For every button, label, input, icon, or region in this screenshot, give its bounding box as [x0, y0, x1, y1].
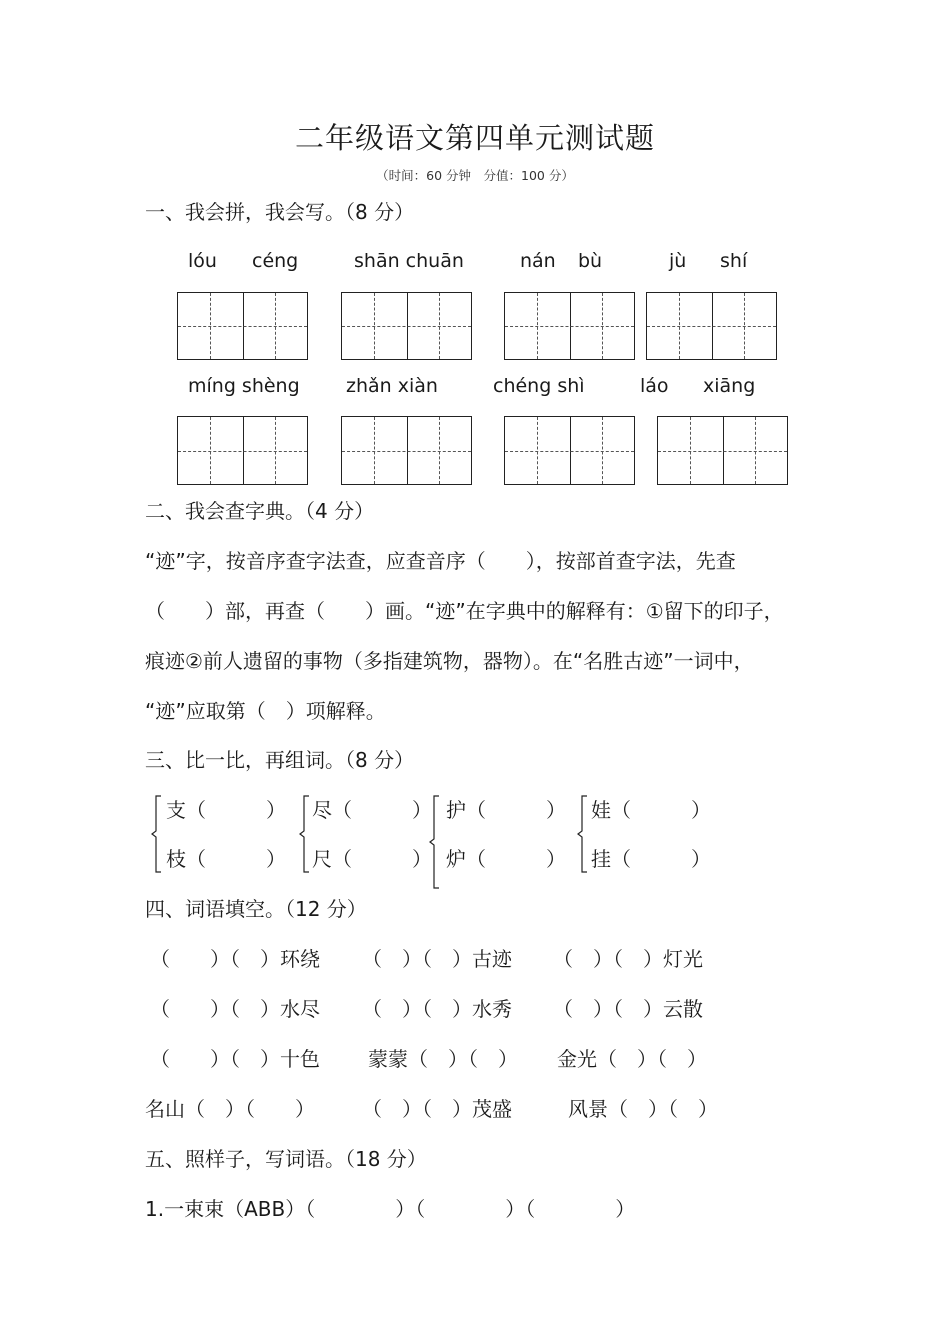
exam-info: （时间：60 分钟 分值：100 分） — [376, 168, 574, 183]
writing-grid[interactable] — [177, 292, 308, 360]
pinyin: jù — [669, 250, 687, 272]
pinyin: shí — [720, 250, 748, 272]
pinyin: zhǎn xiàn — [346, 375, 438, 397]
fill-idiom: （ ）（ ）水尽 — [150, 997, 320, 1021]
compare-word: 挂（ ） — [591, 847, 711, 871]
writing-grid[interactable] — [341, 416, 472, 485]
fill-idiom: 蒙蒙（ ）（ ） — [368, 1047, 518, 1071]
bracket — [150, 794, 164, 874]
question-text: （ ）部，再查（ ）画。“迹”在字典中的解释有：①留下的印子， — [145, 599, 784, 623]
compare-word: 枝（ ） — [166, 847, 286, 871]
compare-word: 炉（ ） — [446, 847, 566, 871]
question-text: 1.一束束（ABB）（ ）（ ）（ ） — [145, 1197, 636, 1221]
pinyin: céng — [252, 250, 299, 272]
pinyin: shān chuān — [354, 250, 464, 272]
fill-idiom: （ ）（ ）水秀 — [362, 997, 512, 1021]
compare-word: 尺（ ） — [312, 847, 432, 871]
fill-idiom: 风景（ ）（ ） — [568, 1097, 718, 1121]
fill-idiom: （ ）（ ）茂盛 — [362, 1097, 512, 1121]
question-text: “迹”应取第（ ）项解释。 — [145, 699, 386, 723]
fill-idiom: 金光（ ）（ ） — [557, 1047, 707, 1071]
bracket — [576, 794, 590, 874]
writing-grid[interactable] — [657, 416, 788, 485]
pinyin: xiāng — [703, 375, 756, 397]
fill-idiom: （ ）（ ）环绕 — [150, 947, 320, 971]
question-text: “迹”字，按音序查字法查，应查音序（ ），按部首查字法，先查 — [145, 549, 736, 573]
pinyin: lóu — [188, 250, 217, 272]
compare-word: 支（ ） — [166, 798, 286, 822]
writing-grid[interactable] — [177, 416, 308, 485]
writing-grid[interactable] — [341, 292, 472, 360]
fill-idiom: （ ）（ ）十色 — [150, 1047, 320, 1071]
compare-word: 娃（ ） — [591, 798, 711, 822]
writing-grid[interactable] — [504, 292, 635, 360]
question-text: 痕迹②前人遗留的事物（多指建筑物，器物）。在“名胜古迹”一词中， — [145, 649, 754, 673]
compare-word: 护（ ） — [446, 798, 566, 822]
fill-idiom: （ ）（ ）古迹 — [362, 947, 512, 971]
pinyin: chéng shì — [493, 375, 585, 397]
pinyin: míng shèng — [188, 375, 300, 397]
section-4-heading: 四、词语填空。（12 分） — [145, 897, 367, 921]
writing-grid[interactable] — [646, 292, 777, 360]
bracket — [428, 794, 442, 890]
fill-idiom: （ ）（ ）灯光 — [553, 947, 703, 971]
section-1-heading: 一、我会拼，我会写。（8 分） — [145, 200, 415, 224]
section-5-heading: 五、照样子，写词语。（18 分） — [145, 1147, 427, 1171]
pinyin: nán — [520, 250, 556, 272]
section-3-heading: 三、比一比，再组词。（8 分） — [145, 748, 415, 772]
section-2-heading: 二、我会查字典。（4 分） — [145, 499, 375, 523]
compare-word: 尽（ ） — [312, 798, 432, 822]
bracket — [298, 794, 312, 874]
pinyin: láo — [640, 375, 669, 397]
fill-idiom: 名山（ ）（ ） — [145, 1097, 315, 1121]
page-title: 二年级语文第四单元测试题 — [294, 121, 655, 155]
writing-grid[interactable] — [504, 416, 635, 485]
pinyin: bù — [578, 250, 603, 272]
fill-idiom: （ ）（ ）云散 — [553, 997, 703, 1021]
